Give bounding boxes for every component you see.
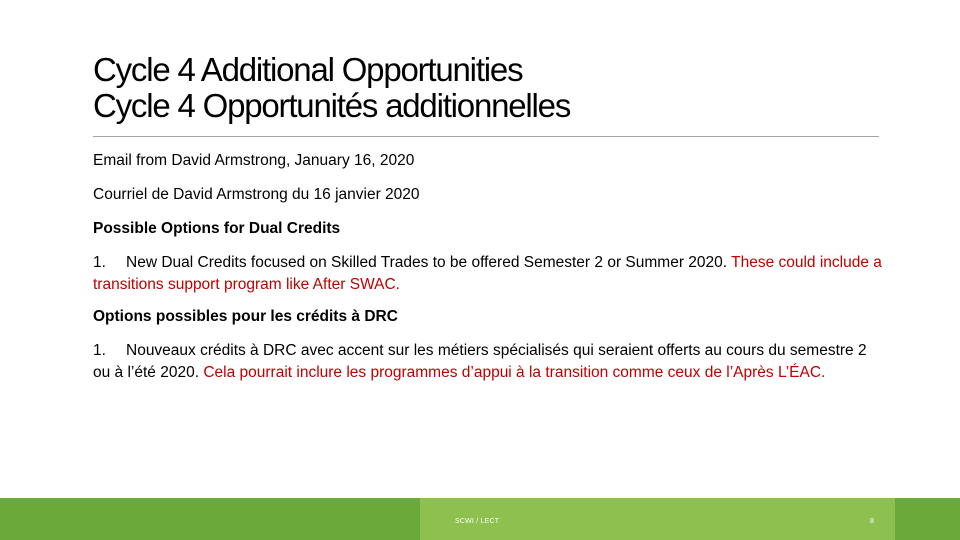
list-item-english bbox=[93, 252, 883, 296]
heading-english: Possible Options for Dual Credits bbox=[93, 220, 341, 237]
slide-title bbox=[93, 52, 893, 124]
title-divider bbox=[93, 136, 879, 137]
title-line-english: Cycle 4 Additional Opportunities bbox=[93, 51, 523, 88]
list-item-french bbox=[93, 340, 883, 384]
footer-label: SCWI / LECT bbox=[455, 518, 500, 525]
list-item-number: 1. bbox=[93, 254, 106, 271]
slide-body bbox=[93, 150, 883, 396]
heading-french: Options possibles pour les crédits à DRC bbox=[93, 308, 398, 325]
list-item-number: 1. bbox=[93, 342, 106, 359]
title-line-french: Cycle 4 Opportunités additionnelles bbox=[93, 87, 571, 124]
email-line-french: Courriel de David Armstrong du 16 janvier 2020 bbox=[93, 186, 420, 203]
list-item-highlight: Cela pourrait inclure les programmes d’appui à la transition comme ceux de l’Après L’ÉAC. bbox=[203, 364, 826, 381]
list-item-highlight: These could include a transitions support program like After SWAC. bbox=[93, 254, 882, 293]
page-number: 8 bbox=[870, 518, 874, 525]
footer-bar bbox=[0, 498, 960, 540]
email-line-english: Email from David Armstrong, January 16, 2020 bbox=[93, 152, 415, 169]
list-item-text: Nouveaux crédits à DRC avec accent sur les métiers spécialisés qui seraient offerts au cours du semestre 2 ou à l’été 2020. bbox=[93, 342, 867, 381]
list-item-text: New Dual Credits focused on Skilled Trades to be offered Semester 2 or Summer 2020. bbox=[126, 254, 728, 271]
